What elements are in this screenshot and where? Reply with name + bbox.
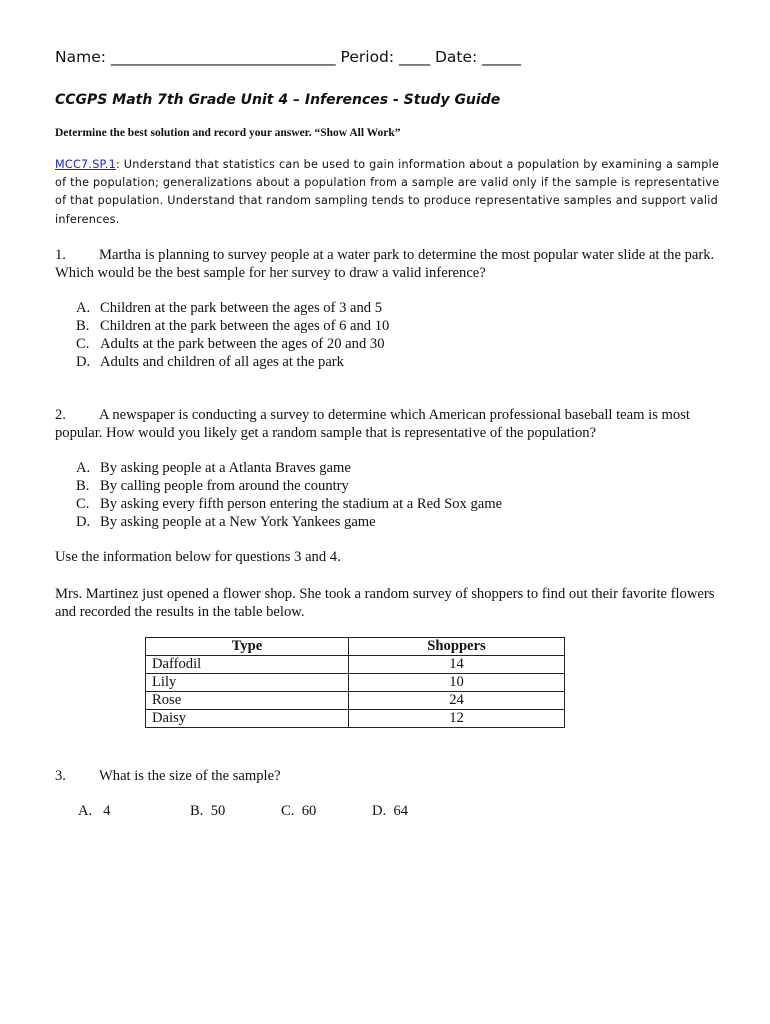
question-text: Martha is planning to survey people at a water park to determine the most popular water slide at the park. Which would be the best sample for her survey to draw a valid inference? bbox=[55, 247, 715, 281]
cell-type: Daffodil bbox=[146, 656, 349, 674]
question-number: 1. bbox=[55, 247, 66, 263]
q3-option-d: D. 64 bbox=[372, 803, 409, 819]
scenario-text: Mrs. Martinez just opened a flower shop. She took a random survey of shoppers to find out their favorite flowers and recorded the results in the table below. bbox=[55, 586, 715, 620]
cell-type: Lily bbox=[146, 674, 349, 692]
cell-shoppers: 24 bbox=[349, 692, 565, 710]
column-header-shoppers: Shoppers bbox=[349, 638, 565, 656]
table-row bbox=[146, 674, 565, 692]
question-number: 3. bbox=[55, 768, 66, 784]
q3-option-b: B. 50 bbox=[190, 803, 226, 819]
table-row bbox=[146, 692, 565, 710]
option-d: D. By asking people at a New York Yankees game bbox=[76, 514, 376, 530]
column-header-type: Type bbox=[146, 638, 349, 656]
question-text: What is the size of the sample? bbox=[99, 768, 281, 784]
name-period-date-line: Name: _____________________________ Period: ____ Date: _____ bbox=[55, 48, 521, 66]
standard-description bbox=[55, 156, 720, 229]
question-1 bbox=[55, 246, 720, 282]
option-c: C. By asking every fifth person entering the stadium at a Red Sox game bbox=[76, 496, 503, 512]
instructions: Determine the best solution and record your answer. “Show All Work” bbox=[55, 127, 401, 139]
cell-type: Rose bbox=[146, 692, 349, 710]
page-title: CCGPS Math 7th Grade Unit 4 – Inferences - Study Guide bbox=[55, 92, 501, 108]
question-number: 2. bbox=[55, 407, 66, 423]
question-2 bbox=[55, 406, 720, 442]
table-row bbox=[146, 656, 565, 674]
option-b: B. Children at the park between the ages of 6 and 10 bbox=[76, 318, 390, 334]
question-2-options bbox=[76, 459, 502, 531]
question-3 bbox=[55, 767, 720, 785]
cell-shoppers: 10 bbox=[349, 674, 565, 692]
cell-shoppers: 14 bbox=[349, 656, 565, 674]
question-text: A newspaper is conducting a survey to determine which American professional baseball team is most popular. How would you likely get a random sample that is representative of the population? bbox=[55, 407, 690, 441]
q3-option-a: A. 4 bbox=[78, 803, 111, 819]
cell-shoppers: 12 bbox=[349, 710, 565, 728]
table-header-row bbox=[146, 638, 565, 656]
standard-code-link[interactable]: MCC7.SP.1 bbox=[55, 158, 116, 171]
table-row bbox=[146, 710, 565, 728]
option-a: A. By asking people at a Atlanta Braves game bbox=[76, 460, 351, 476]
cell-type: Daisy bbox=[146, 710, 349, 728]
standard-text: : Understand that statistics can be used to gain information about a population by examining a sample of the population; generalizations about a population from a sample are valid only if the sample is representative of that population. Understand that random sampling tends to produce representative samples and support valid inferences. bbox=[55, 158, 720, 226]
info-intro: Use the information below for questions 3 and 4. bbox=[55, 549, 341, 565]
q3-option-c: C. 60 bbox=[281, 803, 317, 819]
option-c: C. Adults at the park between the ages of 20 and 30 bbox=[76, 336, 385, 352]
option-a: A. Children at the park between the ages of 3 and 5 bbox=[76, 300, 383, 316]
question-1-options bbox=[76, 299, 389, 371]
option-d: D. Adults and children of all ages at the park bbox=[76, 354, 344, 370]
option-b: B. By calling people from around the country bbox=[76, 478, 349, 494]
flower-survey-table bbox=[145, 637, 565, 728]
